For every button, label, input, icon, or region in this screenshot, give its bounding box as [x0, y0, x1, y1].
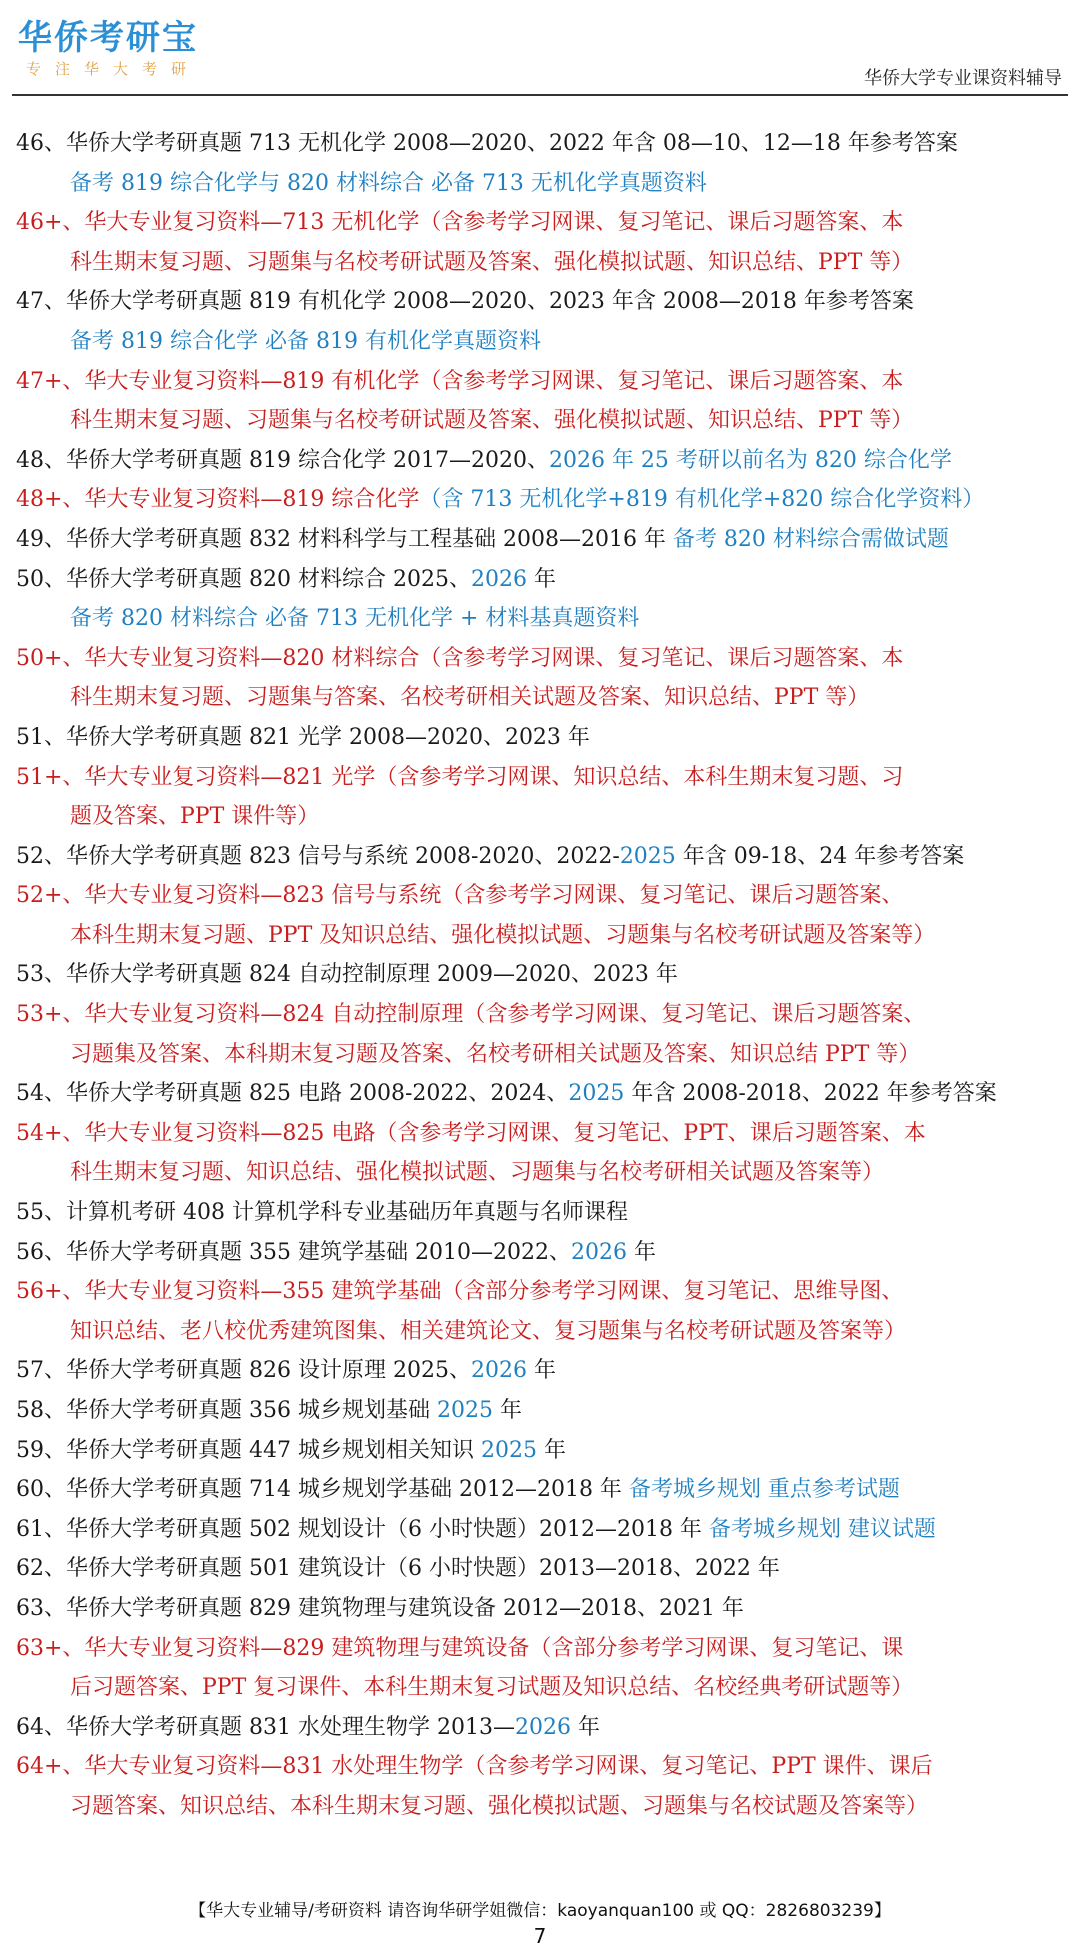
text-segment: 备考 820 材料综合需做试题 [672, 526, 949, 552]
list-item [16, 1272, 1068, 1312]
text-segment: 习题集及答案、本科期末复习题及答案、名校考研相关试题及答案、知识总结 PPT 等） [70, 1041, 921, 1067]
text-segment: 备考 820 材料综合 必备 713 无机化学 + 材料基真题资料 [70, 606, 640, 632]
text-segment: 56+、华大专业复习资料—355 建筑学基础（含部分参考学习网课、复习笔记、思维导图、 [16, 1279, 904, 1305]
text-segment: 2025 [568, 1081, 625, 1107]
list-item [16, 1114, 1068, 1154]
text-segment: 53、华侨大学考研真题 824 自动控制原理 2009—2020、2023 年 [16, 962, 678, 988]
text-segment: 年 [570, 1714, 600, 1740]
text-segment: 科生期末复习题、习题集与名校考研试题及答案、强化模拟试题、知识总结、PPT 等） [70, 408, 914, 434]
text-segment: 年 [526, 1358, 556, 1384]
list-item [16, 1233, 1068, 1273]
text-segment: 54+、华大专业复习资料—825 电路（含参考学习网课、复习笔记、PPT、课后习题答案、本 [16, 1120, 926, 1146]
list-item-continuation [16, 1668, 1068, 1708]
list-item [16, 520, 1068, 560]
list-item-continuation [16, 1153, 1068, 1193]
list-item-continuation [16, 1787, 1068, 1827]
text-segment: 2026 年 25 考研以前名为 820 综合化学 [548, 447, 952, 473]
list-item-continuation [16, 797, 1068, 837]
list-item [16, 1549, 1068, 1589]
list-item [16, 1431, 1068, 1471]
text-segment: 46、华侨大学考研真题 713 无机化学 2008—2020、2022 年含 08—10、12—18 年参考答案 [16, 131, 958, 156]
text-segment: 54、华侨大学考研真题 825 电路 2008-2022、2024、 [16, 1081, 569, 1107]
text-segment: 52+、华大专业复习资料—823 信号与系统（含参考学习网课、复习笔记、课后习题答案、 [16, 883, 904, 909]
text-segment: 科生期末复习题、习题集与答案、名校考研相关试题及答案、知识总结、PPT 等） [70, 685, 870, 711]
list-item [16, 124, 1068, 164]
text-segment: 知识总结、老八校优秀建筑图集、相关建筑论文、复习题集与名校考研试题及答案等） [70, 1318, 907, 1344]
list-item-continuation [16, 401, 1068, 441]
text-segment: 56、华侨大学考研真题 355 建筑学基础 2010—2022、 [16, 1239, 571, 1265]
list-item [16, 1708, 1068, 1748]
text-segment: 61、华侨大学考研真题 502 规划设计（6 小时快题）2012—2018 年 [16, 1516, 709, 1542]
list-item-continuation [16, 678, 1068, 718]
text-segment: （含 713 无机化学+819 有机化学+820 综合化学资料） [419, 487, 985, 513]
text-segment: 58、华侨大学考研真题 356 城乡规划基础 [16, 1398, 437, 1423]
list-item [16, 837, 1068, 877]
list-item [16, 718, 1068, 758]
header-divider [12, 94, 1068, 96]
text-segment: 本科生期末复习题、PPT 及知识总结、强化模拟试题、习题集与名校考研试题及答案等） [70, 922, 936, 948]
list-item [16, 955, 1068, 995]
text-segment: 年 [492, 1398, 522, 1423]
text-segment: 2026 [470, 566, 527, 592]
text-segment: 47+、华大专业复习资料—819 有机化学（含参考学习网课、复习笔记、课后习题答案、本 [16, 368, 904, 394]
text-segment: 后习题答案、PPT 复习课件、本科生期末复习试题及知识总结、名校经典考研试题等） [70, 1675, 914, 1701]
text-segment: 51+、华大专业复习资料—821 光学（含参考学习网课、知识总结、本科生期末复习题、习 [16, 764, 904, 790]
text-segment: 46+、华大专业复习资料—713 无机化学（含参考学习网课、复习笔记、课后习题答案、本 [16, 210, 904, 236]
list-item [16, 995, 1068, 1035]
text-segment: 64、华侨大学考研真题 831 水处理生物学 2013— [16, 1714, 515, 1740]
text-segment: 63、华侨大学考研真题 829 建筑物理与建筑设备 2012—2018、2021 年 [16, 1595, 744, 1621]
list-item [16, 1470, 1068, 1510]
text-segment: 年含 09-18、24 年参考答案 [675, 843, 965, 869]
document-list [16, 124, 1068, 1827]
text-segment: 年含 2008-2018、2022 年参考答案 [624, 1081, 997, 1107]
text-segment: 2026 [470, 1358, 527, 1384]
list-item [16, 758, 1068, 798]
list-item [16, 1193, 1068, 1233]
text-segment: 2025 [480, 1437, 537, 1463]
text-segment: 2026 [570, 1239, 627, 1265]
list-item [16, 560, 1068, 600]
list-item [16, 639, 1068, 679]
list-item [16, 441, 1068, 481]
list-item [16, 1589, 1068, 1629]
text-segment: 备考 819 综合化学 必备 819 有机化学真题资料 [70, 328, 541, 354]
list-item [16, 1074, 1068, 1114]
list-item [16, 876, 1068, 916]
list-item [16, 1747, 1068, 1787]
text-segment: 备考城乡规划 建议试题 [708, 1516, 936, 1542]
text-segment: 51、华侨大学考研真题 821 光学 2008—2020、2023 年 [16, 724, 590, 750]
list-item [16, 282, 1068, 322]
list-item [16, 362, 1068, 402]
list-item-continuation [16, 322, 1068, 362]
text-segment: 49、华侨大学考研真题 832 材料科学与工程基础 2008—2016 年 [16, 526, 673, 552]
text-segment: 62、华侨大学考研真题 501 建筑设计（6 小时快题）2013—2018、2022 年 [16, 1556, 780, 1582]
header-right-text: 华侨大学专业课资料辅导 [864, 68, 1062, 89]
list-item-continuation [16, 1312, 1068, 1352]
text-segment: 48+、华大专业复习资料—819 综合化学 [16, 487, 420, 513]
text-segment: 年 [526, 566, 556, 592]
text-segment: 64+、华大专业复习资料—831 水处理生物学（含参考学习网课、复习笔记、PPT 课件、课后 [16, 1754, 933, 1780]
text-segment: 60、华侨大学考研真题 714 城乡规划学基础 2012—2018 年 [16, 1477, 629, 1503]
logo-subtitle: 专注华大考研 [26, 60, 201, 78]
text-segment: 50+、华大专业复习资料—820 材料综合（含参考学习网课、复习笔记、课后习题答案、本 [16, 645, 904, 671]
list-item [16, 1510, 1068, 1550]
list-item-continuation [16, 1035, 1068, 1075]
list-item [16, 203, 1068, 243]
text-segment: 48、华侨大学考研真题 819 综合化学 2017—2020、 [16, 447, 549, 473]
text-segment: 59、华侨大学考研真题 447 城乡规划相关知识 [16, 1437, 481, 1463]
list-item [16, 480, 1068, 520]
text-segment: 2025 [436, 1398, 493, 1423]
page-header [0, 0, 1080, 100]
text-segment: 57、华侨大学考研真题 826 设计原理 2025、 [16, 1358, 471, 1384]
text-segment: 2025 [619, 843, 676, 869]
text-segment: 备考城乡规划 重点参考试题 [628, 1477, 900, 1503]
list-item-continuation [16, 916, 1068, 956]
text-segment: 科生期末复习题、习题集与名校考研试题及答案、强化模拟试题、知识总结、PPT 等） [70, 249, 914, 275]
logo-title: 华侨考研宝 [18, 18, 198, 58]
text-segment: 50、华侨大学考研真题 820 材料综合 2025、 [16, 566, 471, 592]
text-segment: 科生期末复习题、知识总结、强化模拟试题、习题集与名校考研相关试题及答案等） [70, 1160, 885, 1186]
footer-contact: 【华大专业辅导/考研资料 请咨询华研学姐微信：kaoyanquan100 或 QQ：2826803239】 [189, 1901, 891, 1921]
text-segment: 53+、华大专业复习资料—824 自动控制原理（含参考学习网课、复习笔记、课后习题答案、 [16, 1002, 926, 1028]
text-segment: 2026 [514, 1714, 571, 1740]
list-item-continuation [16, 164, 1068, 204]
list-item [16, 1351, 1068, 1391]
text-segment: 习题答案、知识总结、本科生期末复习题、强化模拟试题、习题集与名校试题及答案等） [70, 1793, 929, 1819]
list-item [16, 1391, 1068, 1431]
text-segment: 年 [536, 1437, 566, 1463]
text-segment: 63+、华大专业复习资料—829 建筑物理与建筑设备（含部分参考学习网课、复习笔记、课 [16, 1635, 904, 1661]
text-segment: 题及答案、PPT 课件等） [70, 804, 320, 830]
text-segment: 备考 819 综合化学与 820 材料综合 必备 713 无机化学真题资料 [70, 170, 707, 196]
text-segment: 47、华侨大学考研真题 819 有机化学 2008—2020、2023 年含 2008—2018 年参考答案 [16, 289, 914, 315]
list-item-continuation [16, 599, 1068, 639]
text-segment: 55、计算机考研 408 计算机学科专业基础历年真题与名师课程 [16, 1200, 628, 1226]
text-segment: 52、华侨大学考研真题 823 信号与系统 2008-2020、2022- [16, 843, 620, 869]
page-number: 7 [533, 1924, 547, 1948]
text-segment: 年 [626, 1239, 656, 1265]
list-item [16, 1629, 1068, 1669]
list-item-continuation [16, 243, 1068, 283]
